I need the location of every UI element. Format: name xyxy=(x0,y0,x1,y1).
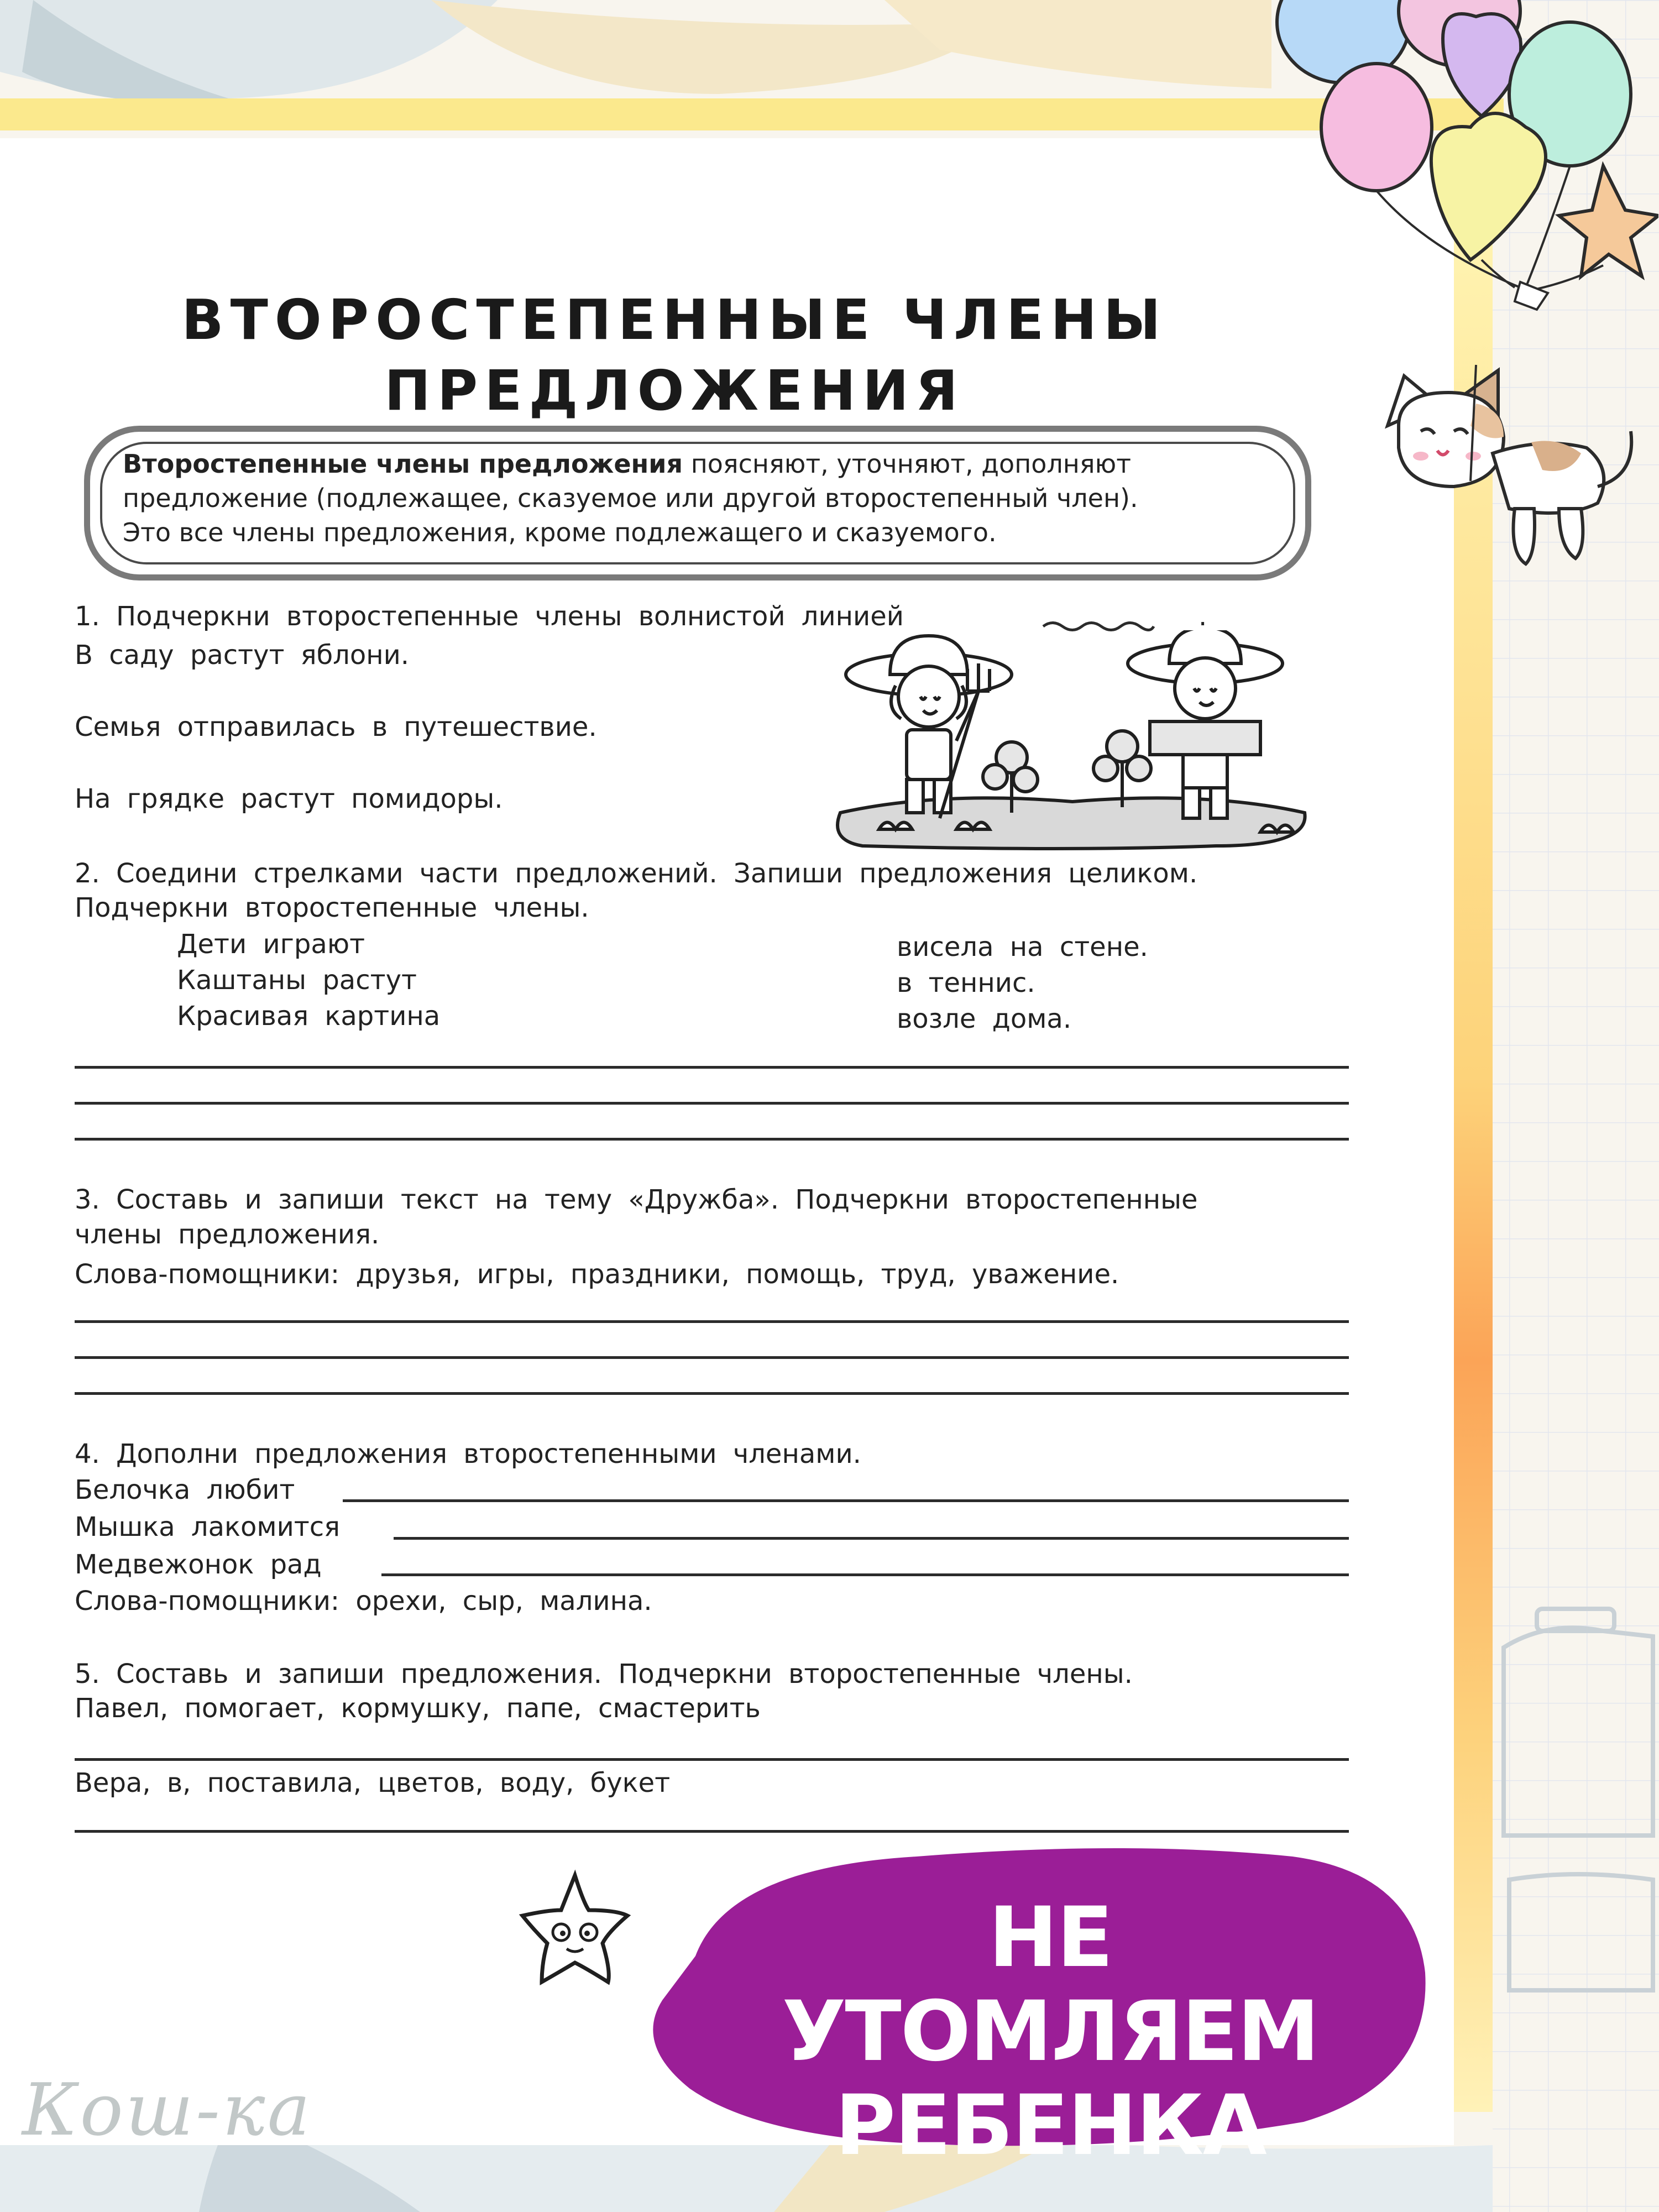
task5-words-1: Павел, помогает, кормушку, папе, смастерить xyxy=(75,1693,761,1724)
task4-answer-line-2[interactable] xyxy=(394,1537,1349,1540)
rule-text xyxy=(123,447,1344,550)
promo-text-line1: НЕ УТОМЛЯЕМ xyxy=(782,1890,1319,2080)
task1-instruction: 1. Подчеркни второстепенные члены волнистой линией xyxy=(75,601,904,632)
task3-writing-line-2[interactable] xyxy=(75,1356,1349,1359)
task2-right-part-3[interactable]: возле дома. xyxy=(897,1003,1072,1034)
task2-right-part-2[interactable]: в теннис. xyxy=(897,968,1035,998)
task2-left-part-2[interactable]: Каштаны растут xyxy=(177,965,417,996)
task2-instruction-line1: 2. Соедини стрелками части предложений. Запиши предложения целиком. xyxy=(75,858,1198,889)
task2-left-part-1[interactable]: Дети играют xyxy=(177,929,365,960)
rule-text-line3: Это все члены предложения, кроме подлежащего и сказуемого. xyxy=(123,517,997,547)
task3-instruction-line2: члены предложения. xyxy=(75,1219,380,1250)
task3-helper-words: Слова-помощники: друзья, игры, праздники, помощь, труд, уважение. xyxy=(75,1259,1119,1290)
task1-period: . xyxy=(1199,601,1207,632)
promo-text-line2: РЕБЕНКА xyxy=(835,2078,1266,2174)
task3-writing-line-3[interactable] xyxy=(75,1392,1349,1395)
task4-instruction: 4. Дополни предложения второстепенными членами. xyxy=(75,1439,861,1470)
task1-sentence-1: В саду растут яблони. xyxy=(75,640,410,671)
task1-sentence-3: На грядке растут помидоры. xyxy=(75,783,503,814)
task2-left-part-3[interactable]: Красивая картина xyxy=(177,1001,441,1032)
task4-helper-words: Слова-помощники: орехи, сыр, малина. xyxy=(75,1586,652,1617)
task2-writing-line-2[interactable] xyxy=(75,1102,1349,1105)
task5-writing-line-1[interactable] xyxy=(75,1758,1349,1761)
task4-answer-line-3[interactable] xyxy=(381,1573,1349,1576)
signature-watermark: Кош-ка xyxy=(22,2068,313,2152)
task4-answer-line-1[interactable] xyxy=(343,1499,1349,1502)
task4-item-2: Мышка лакомится xyxy=(75,1512,340,1542)
page-title-line1: ВТОРОСТЕПЕННЫЕ ЧЛЕНЫ xyxy=(181,287,1168,352)
rule-text-line2: предложение (подлежащее, сказуемое или другой второстепенный член). xyxy=(123,483,1138,513)
task2-instruction-line2: Подчеркни второстепенные члены. xyxy=(75,892,589,923)
rule-bold-term: Второстепенные члены предложения xyxy=(123,449,683,479)
task1-sentence-2: Семья отправилась в путешествие. xyxy=(75,712,597,742)
star-mascot-icon xyxy=(514,1869,636,1990)
task4-item-1: Белочка любит xyxy=(75,1474,295,1505)
gardening-children-illustration xyxy=(829,630,1316,851)
task5-writing-line-2[interactable] xyxy=(75,1830,1349,1833)
task2-writing-line-3[interactable] xyxy=(75,1138,1349,1141)
rule-text-line1: поясняют, уточняют, дополняют xyxy=(683,449,1132,479)
task3-instruction-line1: 3. Составь и запиши текст на тему «Дружба». Подчеркни второстепенные xyxy=(75,1184,1198,1215)
task2-right-part-1[interactable]: висела на стене. xyxy=(897,932,1148,963)
cat-illustration xyxy=(1377,343,1653,575)
page-title-line2: ПРЕДЛОЖЕНИЯ xyxy=(384,358,965,423)
task5-instruction: 5. Составь и запиши предложения. Подчеркни второстепенные члены. xyxy=(75,1659,1133,1690)
task4-item-3: Медвежонок рад xyxy=(75,1549,322,1580)
promo-text xyxy=(741,1891,1360,2173)
task5-words-2: Вера, в, поставила, цветов, воду, букет xyxy=(75,1767,671,1798)
task3-writing-line-1[interactable] xyxy=(75,1320,1349,1323)
task2-writing-line-1[interactable] xyxy=(75,1066,1349,1069)
